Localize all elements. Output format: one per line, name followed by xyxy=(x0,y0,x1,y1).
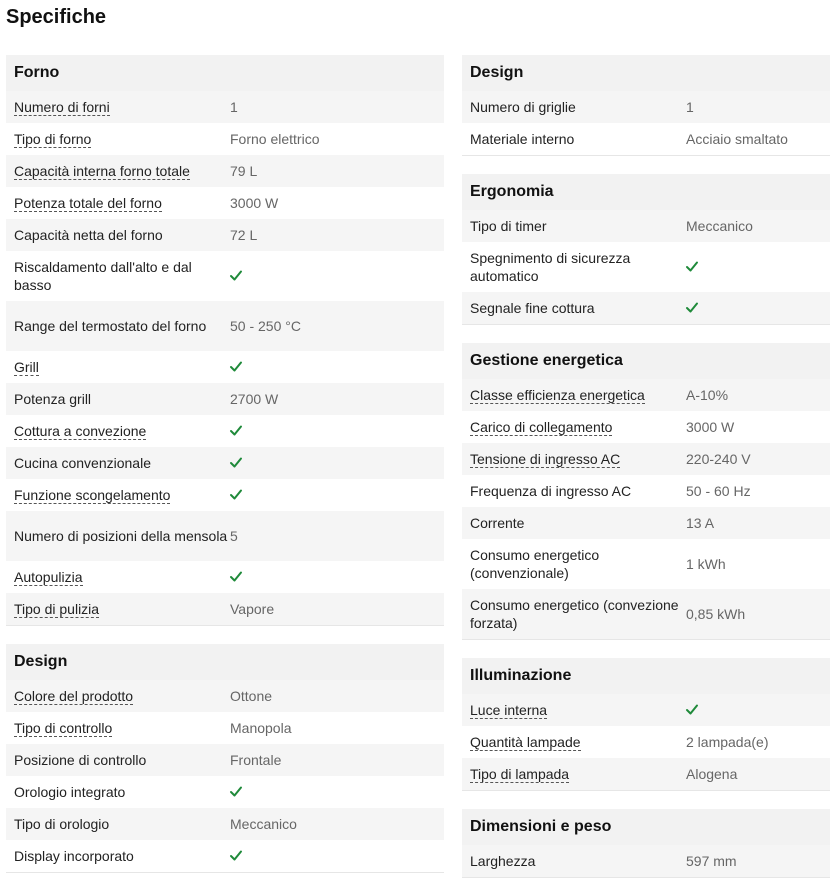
spec-section-dimensioni-e-peso xyxy=(462,809,830,878)
checkmark-icon xyxy=(230,361,242,372)
spec-label-text[interactable]: Tipo di pulizia xyxy=(14,601,100,617)
spec-label xyxy=(470,544,686,584)
spec-label-text[interactable]: Tipo di lampada xyxy=(470,766,570,782)
spec-row-cucina-convenzionale xyxy=(6,447,444,479)
spec-row-spegnimento-di-sicurezza-automatico xyxy=(462,242,830,292)
spec-value: 72 L xyxy=(230,227,258,243)
spec-label-text[interactable]: Luce interna xyxy=(470,702,548,718)
spec-value: Frontale xyxy=(230,752,282,768)
spec-label xyxy=(470,594,686,634)
spec-row-riscaldamento-dall-alto-e-dal-basso xyxy=(6,251,444,301)
spec-rows xyxy=(462,210,830,324)
spec-label-text[interactable]: Colore del prodotto xyxy=(14,688,134,704)
spec-label[interactable] xyxy=(470,763,686,785)
section-heading: Design xyxy=(462,55,830,91)
spec-rows xyxy=(462,694,830,790)
spec-section-design xyxy=(462,55,830,156)
spec-label[interactable] xyxy=(14,128,230,150)
spec-value: 1 xyxy=(686,99,694,115)
spec-value: Alogena xyxy=(686,766,738,782)
spec-row-corrente xyxy=(462,507,830,539)
spec-rows xyxy=(6,680,444,872)
spec-value: 0,85 kWh xyxy=(686,606,746,622)
spec-value: 79 L xyxy=(230,163,258,179)
spec-row-luce-interna xyxy=(462,694,830,726)
spec-section-design xyxy=(6,644,444,873)
spec-label xyxy=(470,480,686,502)
spec-row-materiale-interno xyxy=(462,123,830,155)
spec-label-text[interactable]: Tipo di controllo xyxy=(14,720,113,736)
spec-label xyxy=(14,315,230,337)
right-column xyxy=(462,55,830,896)
spec-row-grill xyxy=(6,351,444,383)
spec-value: Ottone xyxy=(230,688,273,704)
spec-label xyxy=(14,749,230,771)
spec-label-text: Larghezza xyxy=(470,853,536,869)
spec-label[interactable] xyxy=(470,731,686,753)
spec-row-consumo-energetico-convenzionale xyxy=(462,539,830,589)
spec-label-text: Consumo energetico (convezione forzata) xyxy=(470,597,679,631)
spec-label-text[interactable]: Quantità lampade xyxy=(470,734,581,750)
spec-label xyxy=(470,215,686,237)
spec-row-tipo-di-forno xyxy=(6,123,444,155)
spec-value xyxy=(686,702,698,718)
section-heading: Illuminazione xyxy=(462,658,830,694)
spec-value xyxy=(230,268,242,284)
spec-value: 597 mm xyxy=(686,853,737,869)
spec-label[interactable] xyxy=(470,448,686,470)
spec-label-text[interactable]: Funzione scongelamento xyxy=(14,487,171,503)
spec-value: 1 xyxy=(230,99,238,115)
spec-label-text: Spegnimento di sicurezza automatico xyxy=(470,250,631,284)
spec-label-text: Tipo di timer xyxy=(470,218,547,234)
spec-row-frequenza-di-ingresso-ac xyxy=(462,475,830,507)
spec-label-text: Display incorporato xyxy=(14,848,134,864)
spec-label xyxy=(14,224,230,246)
spec-label-text[interactable]: Cottura a convezione xyxy=(14,423,147,439)
spec-label[interactable] xyxy=(14,685,230,707)
spec-rows xyxy=(462,845,830,877)
checkmark-icon xyxy=(230,571,242,582)
checkmark-icon xyxy=(230,850,242,861)
spec-label xyxy=(470,128,686,150)
spec-label xyxy=(14,388,230,410)
spec-row-range-del-termostato-del-forno xyxy=(6,301,444,351)
spec-label[interactable] xyxy=(14,566,230,588)
spec-label xyxy=(14,256,230,296)
spec-row-consumo-energetico-convezione-forzata xyxy=(462,589,830,639)
spec-value xyxy=(230,487,242,503)
spec-label[interactable] xyxy=(14,717,230,739)
spec-row-numero-di-posizioni-della-mensola xyxy=(6,511,444,561)
spec-value: 50 - 250 °C xyxy=(230,318,301,334)
spec-rows xyxy=(6,91,444,625)
spec-value: 3000 W xyxy=(686,419,735,435)
spec-label-text: Riscaldamento dall'alto e dal basso xyxy=(14,259,192,293)
spec-label-text: Consumo energetico (convenzionale) xyxy=(470,547,600,581)
checkmark-icon xyxy=(230,270,242,281)
spec-label-text: Cucina convenzionale xyxy=(14,455,151,471)
checkmark-icon xyxy=(230,786,242,797)
spec-label-text[interactable]: Grill xyxy=(14,359,39,375)
spec-value xyxy=(686,300,698,316)
spec-label xyxy=(14,781,230,803)
spec-row-tipo-di-orologio xyxy=(6,808,444,840)
spec-row-tensione-di-ingresso-ac xyxy=(462,443,830,475)
spec-label xyxy=(470,96,686,118)
page-title: Specifiche xyxy=(6,6,107,28)
spec-value xyxy=(230,848,242,864)
spec-row-capacita-netta-del-forno xyxy=(6,219,444,251)
checkmark-icon xyxy=(686,704,698,715)
spec-label-text[interactable]: Tipo di forno xyxy=(14,131,92,147)
checkmark-icon xyxy=(686,261,698,272)
spec-label-text: Numero di posizioni della mensola xyxy=(14,528,228,544)
spec-label-text: Range del termostato del forno xyxy=(14,318,207,334)
spec-label-text: Posizione di controllo xyxy=(14,752,147,768)
spec-label[interactable] xyxy=(14,598,230,620)
spec-label xyxy=(14,452,230,474)
spec-label-text[interactable]: Potenza totale del forno xyxy=(14,195,162,211)
spec-row-capacita-interna-forno-totale xyxy=(6,155,444,187)
spec-value: Acciaio smaltato xyxy=(686,131,788,147)
spec-row-potenza-totale-del-forno xyxy=(6,187,444,219)
spec-label[interactable] xyxy=(470,416,686,438)
spec-row-funzione-scongelamento xyxy=(6,479,444,511)
spec-value xyxy=(686,259,698,275)
spec-value: 50 - 60 Hz xyxy=(686,483,751,499)
spec-value xyxy=(230,455,242,471)
spec-row-classe-efficienza-energetica xyxy=(462,379,830,411)
spec-label[interactable] xyxy=(14,420,230,442)
spec-label-text: Frequenza di ingresso AC xyxy=(470,483,632,499)
spec-row-tipo-di-lampada xyxy=(462,758,830,790)
section-heading: Design xyxy=(6,644,444,680)
spec-value: 2 lampada(e) xyxy=(686,734,769,750)
spec-value: 2700 W xyxy=(230,391,279,407)
spec-section-ergonomia xyxy=(462,174,830,325)
spec-label-text[interactable]: Autopulizia xyxy=(14,569,83,585)
spec-value: 5 xyxy=(230,528,238,544)
checkmark-icon xyxy=(230,425,242,436)
spec-label-text: Capacità netta del forno xyxy=(14,227,163,243)
spec-section-forno xyxy=(6,55,444,626)
spec-value xyxy=(230,359,242,375)
spec-value xyxy=(230,784,242,800)
spec-value: Meccanico xyxy=(686,218,753,234)
spec-value: 1 kWh xyxy=(686,556,726,572)
spec-label xyxy=(14,525,230,547)
spec-value: Vapore xyxy=(230,601,275,617)
spec-label-text: Corrente xyxy=(470,515,525,531)
section-heading: Forno xyxy=(6,55,444,91)
spec-label[interactable] xyxy=(14,160,230,182)
spec-section-gestione-energetica xyxy=(462,343,830,640)
spec-label-text: Orologio integrato xyxy=(14,784,126,800)
spec-label-text[interactable]: Capacità interna forno totale xyxy=(14,163,190,179)
spec-row-display-incorporato xyxy=(6,840,444,872)
spec-row-colore-del-prodotto xyxy=(6,680,444,712)
checkmark-icon xyxy=(230,489,242,500)
spec-label-text: Tipo di orologio xyxy=(14,816,110,832)
spec-value: A-10% xyxy=(686,387,729,403)
spec-row-numero-di-forni xyxy=(6,91,444,123)
spec-label[interactable] xyxy=(470,699,686,721)
spec-label[interactable] xyxy=(470,384,686,406)
spec-value: 3000 W xyxy=(230,195,279,211)
spec-label-text[interactable]: Classe efficienza energetica xyxy=(470,387,645,403)
spec-row-numero-di-griglie xyxy=(462,91,830,123)
spec-label-text[interactable]: Numero di forni xyxy=(14,99,110,115)
spec-label xyxy=(470,512,686,534)
spec-value: Manopola xyxy=(230,720,292,736)
spec-label-text: Segnale fine cottura xyxy=(470,300,595,316)
spec-label xyxy=(470,850,686,872)
spec-label xyxy=(14,845,230,867)
spec-label[interactable] xyxy=(14,356,230,378)
spec-label xyxy=(470,297,686,319)
section-heading: Dimensioni e peso xyxy=(462,809,830,845)
spec-label-text: Potenza grill xyxy=(14,391,92,407)
left-column xyxy=(6,55,444,891)
spec-label[interactable] xyxy=(14,96,230,118)
spec-value: Meccanico xyxy=(230,816,297,832)
checkmark-icon xyxy=(230,457,242,468)
spec-row-potenza-grill xyxy=(6,383,444,415)
spec-row-tipo-di-controllo xyxy=(6,712,444,744)
spec-value: 220-240 V xyxy=(686,451,751,467)
spec-label xyxy=(470,247,686,287)
spec-label-text: Numero di griglie xyxy=(470,99,576,115)
spec-label[interactable] xyxy=(14,192,230,214)
spec-section-illuminazione xyxy=(462,658,830,791)
spec-row-carico-di-collegamento xyxy=(462,411,830,443)
spec-value: Forno elettrico xyxy=(230,131,320,147)
spec-row-tipo-di-timer xyxy=(462,210,830,242)
spec-row-larghezza xyxy=(462,845,830,877)
spec-label-text: Materiale interno xyxy=(470,131,575,147)
spec-value xyxy=(230,423,242,439)
spec-row-tipo-di-pulizia xyxy=(6,593,444,625)
spec-row-posizione-di-controllo xyxy=(6,744,444,776)
spec-row-cottura-a-convezione xyxy=(6,415,444,447)
section-heading: Ergonomia xyxy=(462,174,830,210)
spec-label xyxy=(14,813,230,835)
spec-value xyxy=(230,569,242,585)
spec-label[interactable] xyxy=(14,484,230,506)
spec-label-text[interactable]: Tensione di ingresso AC xyxy=(470,451,621,467)
spec-rows xyxy=(462,379,830,639)
section-heading: Gestione energetica xyxy=(462,343,830,379)
spec-row-segnale-fine-cottura xyxy=(462,292,830,324)
checkmark-icon xyxy=(686,302,698,313)
spec-rows xyxy=(462,91,830,155)
spec-value: 13 A xyxy=(686,515,715,531)
spec-label-text[interactable]: Carico di collegamento xyxy=(470,419,613,435)
spec-row-orologio-integrato xyxy=(6,776,444,808)
spec-row-autopulizia xyxy=(6,561,444,593)
spec-row-quantita-lampade xyxy=(462,726,830,758)
